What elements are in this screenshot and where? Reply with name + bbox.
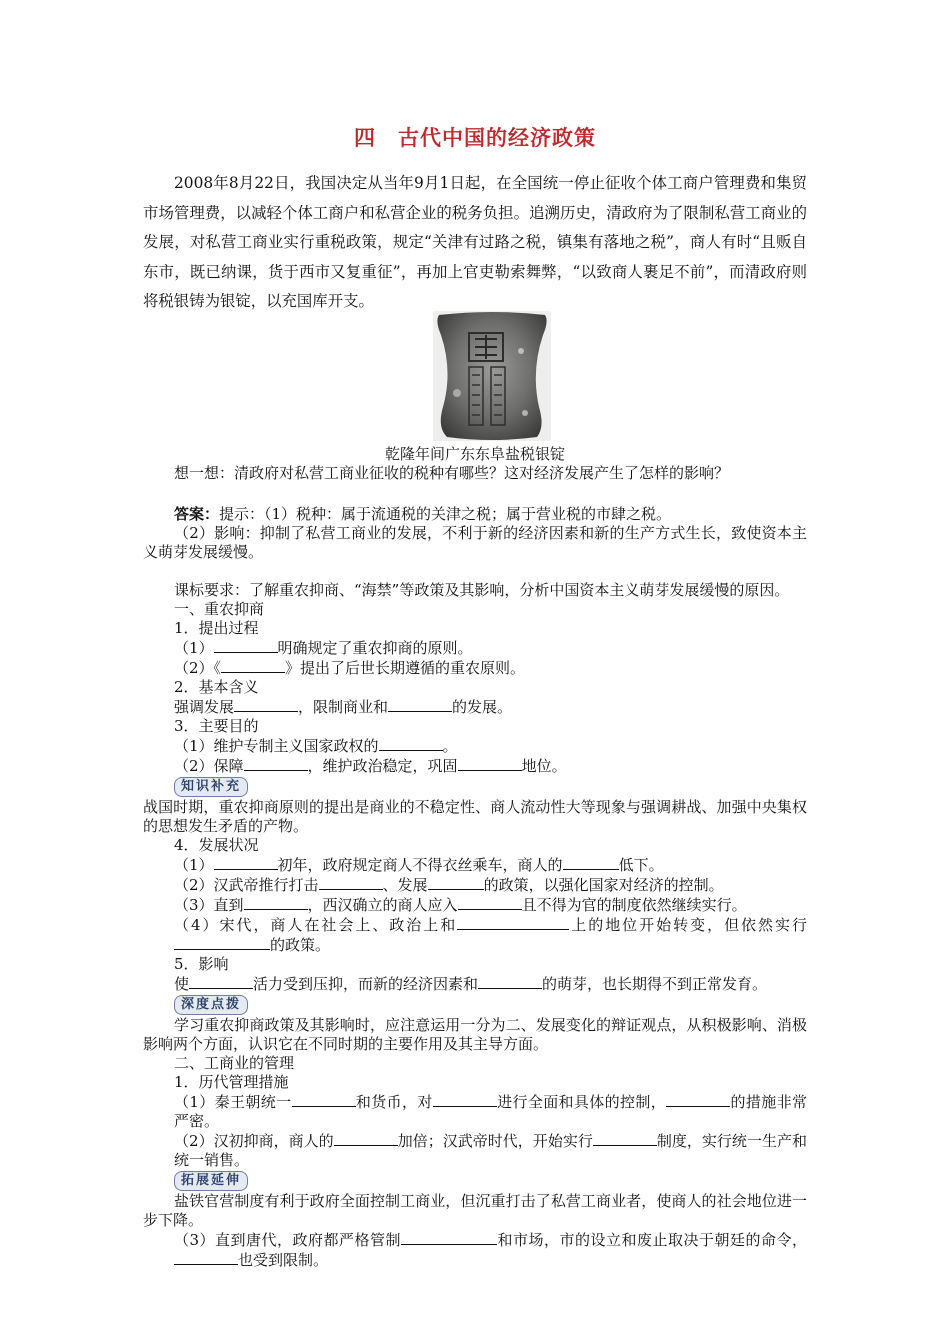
intro-paragraph: 2008年8月22日，我国决定从当年9月1日起，在全国统一停止征收个体工商户管理费和集贸市场管理费，以减轻个体工商户和私营企业的税务负担。追溯历史，清政府为了限制私营工商业的发展，对私营工商业实行重税政策，规定“关津有过路之税，镇集有落地之税”，商人有时“且贩自东市，既已纳课，货于西市又复重征”，再加上官吏勒索舞弊，“以致商人裹足不前”，而清政府则将税银铸为银锭，以充国库开支。 [143, 174, 807, 310]
s1-item-10: 使 活力受到压抑，而新的经济因素和 的萌芽，也长期得不到正常发育。 [174, 975, 768, 993]
fill-blank[interactable] [458, 895, 522, 910]
answer-label: 答案： [174, 505, 220, 523]
tag-in-depth-guidance: 深度点拨 [174, 995, 248, 1015]
curriculum-requirement: 课标要求：了解重农抑商、“海禁”等政策及其影响，分析中国资本主义萌芽发展缓慢的原因。 [174, 581, 790, 599]
s1-item-5: （2）保障 ，维护政治稳定，巩固 地位。 [174, 757, 567, 775]
s1-item-7: （2）汉武帝推行打击 、发展 的政策，以强化国家对经济的控制。 [174, 876, 724, 894]
fill-blank[interactable] [478, 974, 542, 989]
tag-knowledge-supplement: 知识补充 [174, 777, 248, 797]
fill-blank[interactable] [214, 855, 278, 870]
fill-blank[interactable] [292, 1092, 356, 1107]
s1-subheading-2: 2．基本含义 [174, 678, 259, 696]
s1-item-4: （1）维护专制主义国家政权的 。 [174, 737, 458, 755]
answer-line-2: （2）影响：抑制了私营工商业的发展，不利于新的经济因素和新的生产方式生长，致使资本主义萌芽发展缓慢。 [143, 524, 807, 561]
fill-blank[interactable] [189, 974, 253, 989]
fill-blank[interactable] [563, 855, 619, 870]
page-title [0, 122, 950, 152]
s1-subheading-4: 4．发展状况 [174, 836, 259, 854]
s1-subheading-1: 1．提出过程 [174, 619, 259, 637]
s1-item-6: （1） 初年，政府规定商人不得衣丝乘车，商人的 低下。 [174, 856, 664, 874]
fill-blank[interactable] [457, 915, 569, 930]
note-extended-reading: 盐铁官营制度有利于政府全面控制工商业，但沉重打击了私营工商业者，使商人的社会地位进一步下降。 [143, 1192, 807, 1229]
s1-item-1: （1） 明确规定了重农抑商的原则。 [174, 639, 473, 657]
s1-subheading-5: 5．影响 [174, 955, 229, 973]
note-knowledge-supplement: 战国时期，重农抑商原则的提出是商业的不稳定性、商人流动性大等现象与强调耕战、加强中央集权的思想发生矛盾的产物。 [143, 798, 807, 835]
fill-blank[interactable] [593, 1131, 657, 1146]
question-text: 想一想：清政府对私营工商业征收的税种有哪些？这对经济发展产生了怎样的影响？ [174, 464, 730, 482]
s2-item-3: （3）直到唐代，政府都严格管制 和市场，市的设立和废止取决于朝廷的命令，也受到限制。 [174, 1231, 807, 1269]
s1-item-8: （3）直到 ，西汉确立的商人应入 且不得为官的制度依然继续实行。 [174, 896, 747, 914]
fill-blank[interactable] [234, 697, 298, 712]
s1-item-3: 强调发展 ，限制商业和 的发展。 [174, 698, 513, 716]
silver-ingot-image [433, 311, 551, 441]
fill-blank[interactable] [319, 875, 383, 890]
s1-subheading-3: 3．主要目的 [174, 717, 259, 735]
silver-ingot-illustration [433, 311, 551, 441]
fill-blank[interactable] [458, 756, 522, 771]
fill-blank[interactable] [334, 1131, 398, 1146]
s2-subheading-1: 1．历代管理措施 [174, 1073, 289, 1091]
fill-blank[interactable] [379, 736, 443, 751]
worksheet-body [143, 464, 807, 1270]
fill-blank[interactable] [244, 756, 308, 771]
fill-blank[interactable] [244, 895, 308, 910]
note-in-depth-guidance: 学习重农抑商政策及其影响时，应注意运用一分为二、发展变化的辩证观点，从积极影响、消极影响两个方面，认识它在不同时期的主要作用及其主导方面。 [143, 1016, 807, 1053]
s1-item-2: （2）《 》提出了后世长期遵循的重农原则。 [174, 659, 526, 677]
fill-blank[interactable] [428, 875, 484, 890]
answer-line-1: 答案：提示：（1）税种：属于流通税的关津之税；属于营业税的市肆之税。 [174, 505, 672, 523]
tag-extended-reading: 拓展延伸 [174, 1171, 248, 1191]
s2-item-2: （2）汉初抑商，商人的 加倍；汉武帝时代，开始实行 制度，实行统一生产和统一销售。 [174, 1132, 807, 1169]
s2-item-1: （1）秦王朝统一 和货币，对 进行全面和具体的控制， 的措施非常严密。 [174, 1093, 807, 1130]
fill-blank[interactable] [401, 1230, 497, 1245]
section-2-heading: 二、工商业的管理 [174, 1054, 295, 1072]
s1-item-9: （4）宋代，商人在社会上、政治上和 上的地位开始转变，但依然实行的政策。 [174, 916, 807, 954]
fill-blank[interactable] [221, 658, 285, 673]
lesson-number: 四 [354, 126, 376, 150]
fill-blank[interactable] [666, 1092, 730, 1107]
figure-caption: 乾隆年间广东东阜盐税银锭 [384, 445, 565, 463]
section-1-heading: 一、重农抑商 [174, 600, 265, 618]
fill-blank[interactable] [388, 697, 452, 712]
fill-blank[interactable] [174, 1250, 238, 1265]
fill-blank[interactable] [174, 935, 270, 950]
lesson-title: 古代中国的经济政策 [398, 126, 596, 150]
fill-blank[interactable] [214, 638, 278, 653]
fill-blank[interactable] [433, 1092, 497, 1107]
